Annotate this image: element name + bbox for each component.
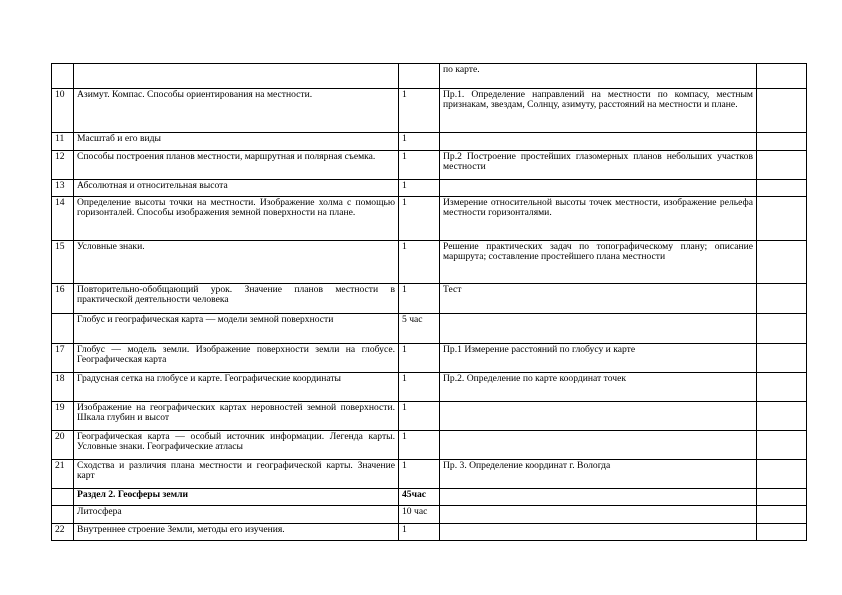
practice-cell: [440, 314, 757, 344]
extra-cell: [757, 64, 807, 89]
extra-cell: [757, 524, 807, 541]
lesson-number-cell: 16: [52, 284, 74, 314]
lesson-hours-cell: 1: [399, 241, 440, 284]
table-row: [52, 489, 807, 506]
lesson-topic-cell: Глобус и географическая карта — модели земной поверхности: [74, 314, 399, 344]
lesson-topic-cell: Географическая карта — особый источник информации. Легенда карты. Условные знаки. Географические атласы: [74, 431, 399, 460]
extra-cell: [757, 151, 807, 180]
lesson-number-cell: 13: [52, 180, 74, 197]
practice-cell: Тест: [440, 284, 757, 314]
lesson-number-cell: [52, 314, 74, 344]
table-row: [52, 314, 807, 344]
lesson-topic-cell: Литосфера: [74, 506, 399, 524]
table-row: [52, 402, 807, 431]
practice-cell: [440, 489, 757, 506]
lesson-hours-cell: 1: [399, 89, 440, 133]
extra-cell: [757, 314, 807, 344]
extra-cell: [757, 197, 807, 241]
lesson-number-cell: 17: [52, 344, 74, 373]
lesson-hours-cell: 1: [399, 180, 440, 197]
table-row: [52, 431, 807, 460]
practice-cell: по карте.: [440, 64, 757, 89]
practice-cell: Пр.2. Определение по карте координат точек: [440, 373, 757, 402]
practice-cell: [440, 180, 757, 197]
practice-cell: [440, 133, 757, 151]
lesson-number-cell: 14: [52, 197, 74, 241]
lesson-hours-cell: 1: [399, 151, 440, 180]
lesson-number-cell: 18: [52, 373, 74, 402]
lesson-number-cell: 22: [52, 524, 74, 541]
lesson-topic-cell: Глобус — модель земли. Изображение поверхности земли на глобусе. Географическая карта: [74, 344, 399, 373]
table-row: [52, 151, 807, 180]
table-row: [52, 241, 807, 284]
lesson-topic-cell: [74, 64, 399, 89]
lesson-topic-cell: Повторительно-обобщающий урок. Значение планов местности в практической деятельности человека: [74, 284, 399, 314]
lesson-number-cell: 19: [52, 402, 74, 431]
lesson-hours-cell: 1: [399, 284, 440, 314]
lesson-topic-cell: Азимут. Компас. Способы ориентирования на местности.: [74, 89, 399, 133]
lesson-number-cell: 20: [52, 431, 74, 460]
extra-cell: [757, 284, 807, 314]
lesson-plan-table: [51, 63, 807, 541]
table-row: [52, 344, 807, 373]
lesson-topic-cell: Сходства и различия плана местности и географической карты. Значение карт: [74, 460, 399, 489]
table-row: [52, 460, 807, 489]
table-row: [52, 373, 807, 402]
practice-cell: [440, 402, 757, 431]
practice-cell: Пр.2 Построение простейших глазомерных планов небольших участков местности: [440, 151, 757, 180]
table-row: [52, 284, 807, 314]
practice-cell: [440, 524, 757, 541]
lesson-number-cell: [52, 506, 74, 524]
lesson-number-cell: 10: [52, 89, 74, 133]
table-row: [52, 197, 807, 241]
lesson-hours-cell: 1: [399, 197, 440, 241]
practice-cell: Пр.1 Измерение расстояний по глобусу и карте: [440, 344, 757, 373]
lesson-number-cell: [52, 64, 74, 89]
lesson-topic-cell: Способы построения планов местности, маршрутная и полярная съемка.: [74, 151, 399, 180]
extra-cell: [757, 89, 807, 133]
lesson-number-cell: 11: [52, 133, 74, 151]
table-row: [52, 89, 807, 133]
lesson-hours-cell: 1: [399, 460, 440, 489]
lesson-topic-cell: Изображение на географических картах неровностей земной поверхности. Шкала глубин и высот: [74, 402, 399, 431]
practice-cell: [440, 431, 757, 460]
lesson-hours-cell: 1: [399, 524, 440, 541]
extra-cell: [757, 344, 807, 373]
lesson-number-cell: 15: [52, 241, 74, 284]
extra-cell: [757, 431, 807, 460]
lesson-plan-body: [52, 64, 807, 541]
extra-cell: [757, 460, 807, 489]
section-title-cell: Раздел 2. Геосферы земли: [74, 489, 399, 506]
extra-cell: [757, 489, 807, 506]
extra-cell: [757, 133, 807, 151]
lesson-hours-cell: 10 час: [399, 506, 440, 524]
lesson-hours-cell: 5 час: [399, 314, 440, 344]
table-row: [52, 506, 807, 524]
lesson-hours-cell: [399, 64, 440, 89]
lesson-topic-cell: Градусная сетка на глобусе и карте. Географические координаты: [74, 373, 399, 402]
extra-cell: [757, 402, 807, 431]
lesson-number-cell: 21: [52, 460, 74, 489]
practice-cell: [440, 506, 757, 524]
practice-cell: Измерение относительной высоты точек местности, изображение рельефа местности горизонталями.: [440, 197, 757, 241]
practice-cell: Пр.1. Определение направлений на местности по компасу, местным признакам, звездам, Солнцу, азимуту, расстояний на местности и плане.: [440, 89, 757, 133]
table-row: [52, 180, 807, 197]
lesson-hours-cell: 1: [399, 133, 440, 151]
table-row: [52, 64, 807, 89]
lesson-topic-cell: Условные знаки.: [74, 241, 399, 284]
lesson-hours-cell: 1: [399, 402, 440, 431]
lesson-topic-cell: Определение высоты точки на местности. Изображение холма с помощью горизонталей. Способы изображения земной поверхности на плане.: [74, 197, 399, 241]
lesson-topic-cell: Абсолютная и относительная высота: [74, 180, 399, 197]
extra-cell: [757, 180, 807, 197]
extra-cell: [757, 506, 807, 524]
lesson-topic-cell: Внутреннее строение Земли, методы его изучения.: [74, 524, 399, 541]
table-row: [52, 524, 807, 541]
lesson-topic-cell: Масштаб и его виды: [74, 133, 399, 151]
section-hours-cell: 45час: [399, 489, 440, 506]
extra-cell: [757, 373, 807, 402]
lesson-number-cell: 12: [52, 151, 74, 180]
extra-cell: [757, 241, 807, 284]
lesson-hours-cell: 1: [399, 373, 440, 402]
lesson-hours-cell: 1: [399, 344, 440, 373]
practice-cell: Пр. 3. Определение координат г. Вологда: [440, 460, 757, 489]
lesson-number-cell: [52, 489, 74, 506]
table-row: [52, 133, 807, 151]
practice-cell: Решение практических задач по топографическому плану; описание маршрута; составление простейшего плана местности: [440, 241, 757, 284]
lesson-hours-cell: 1: [399, 431, 440, 460]
